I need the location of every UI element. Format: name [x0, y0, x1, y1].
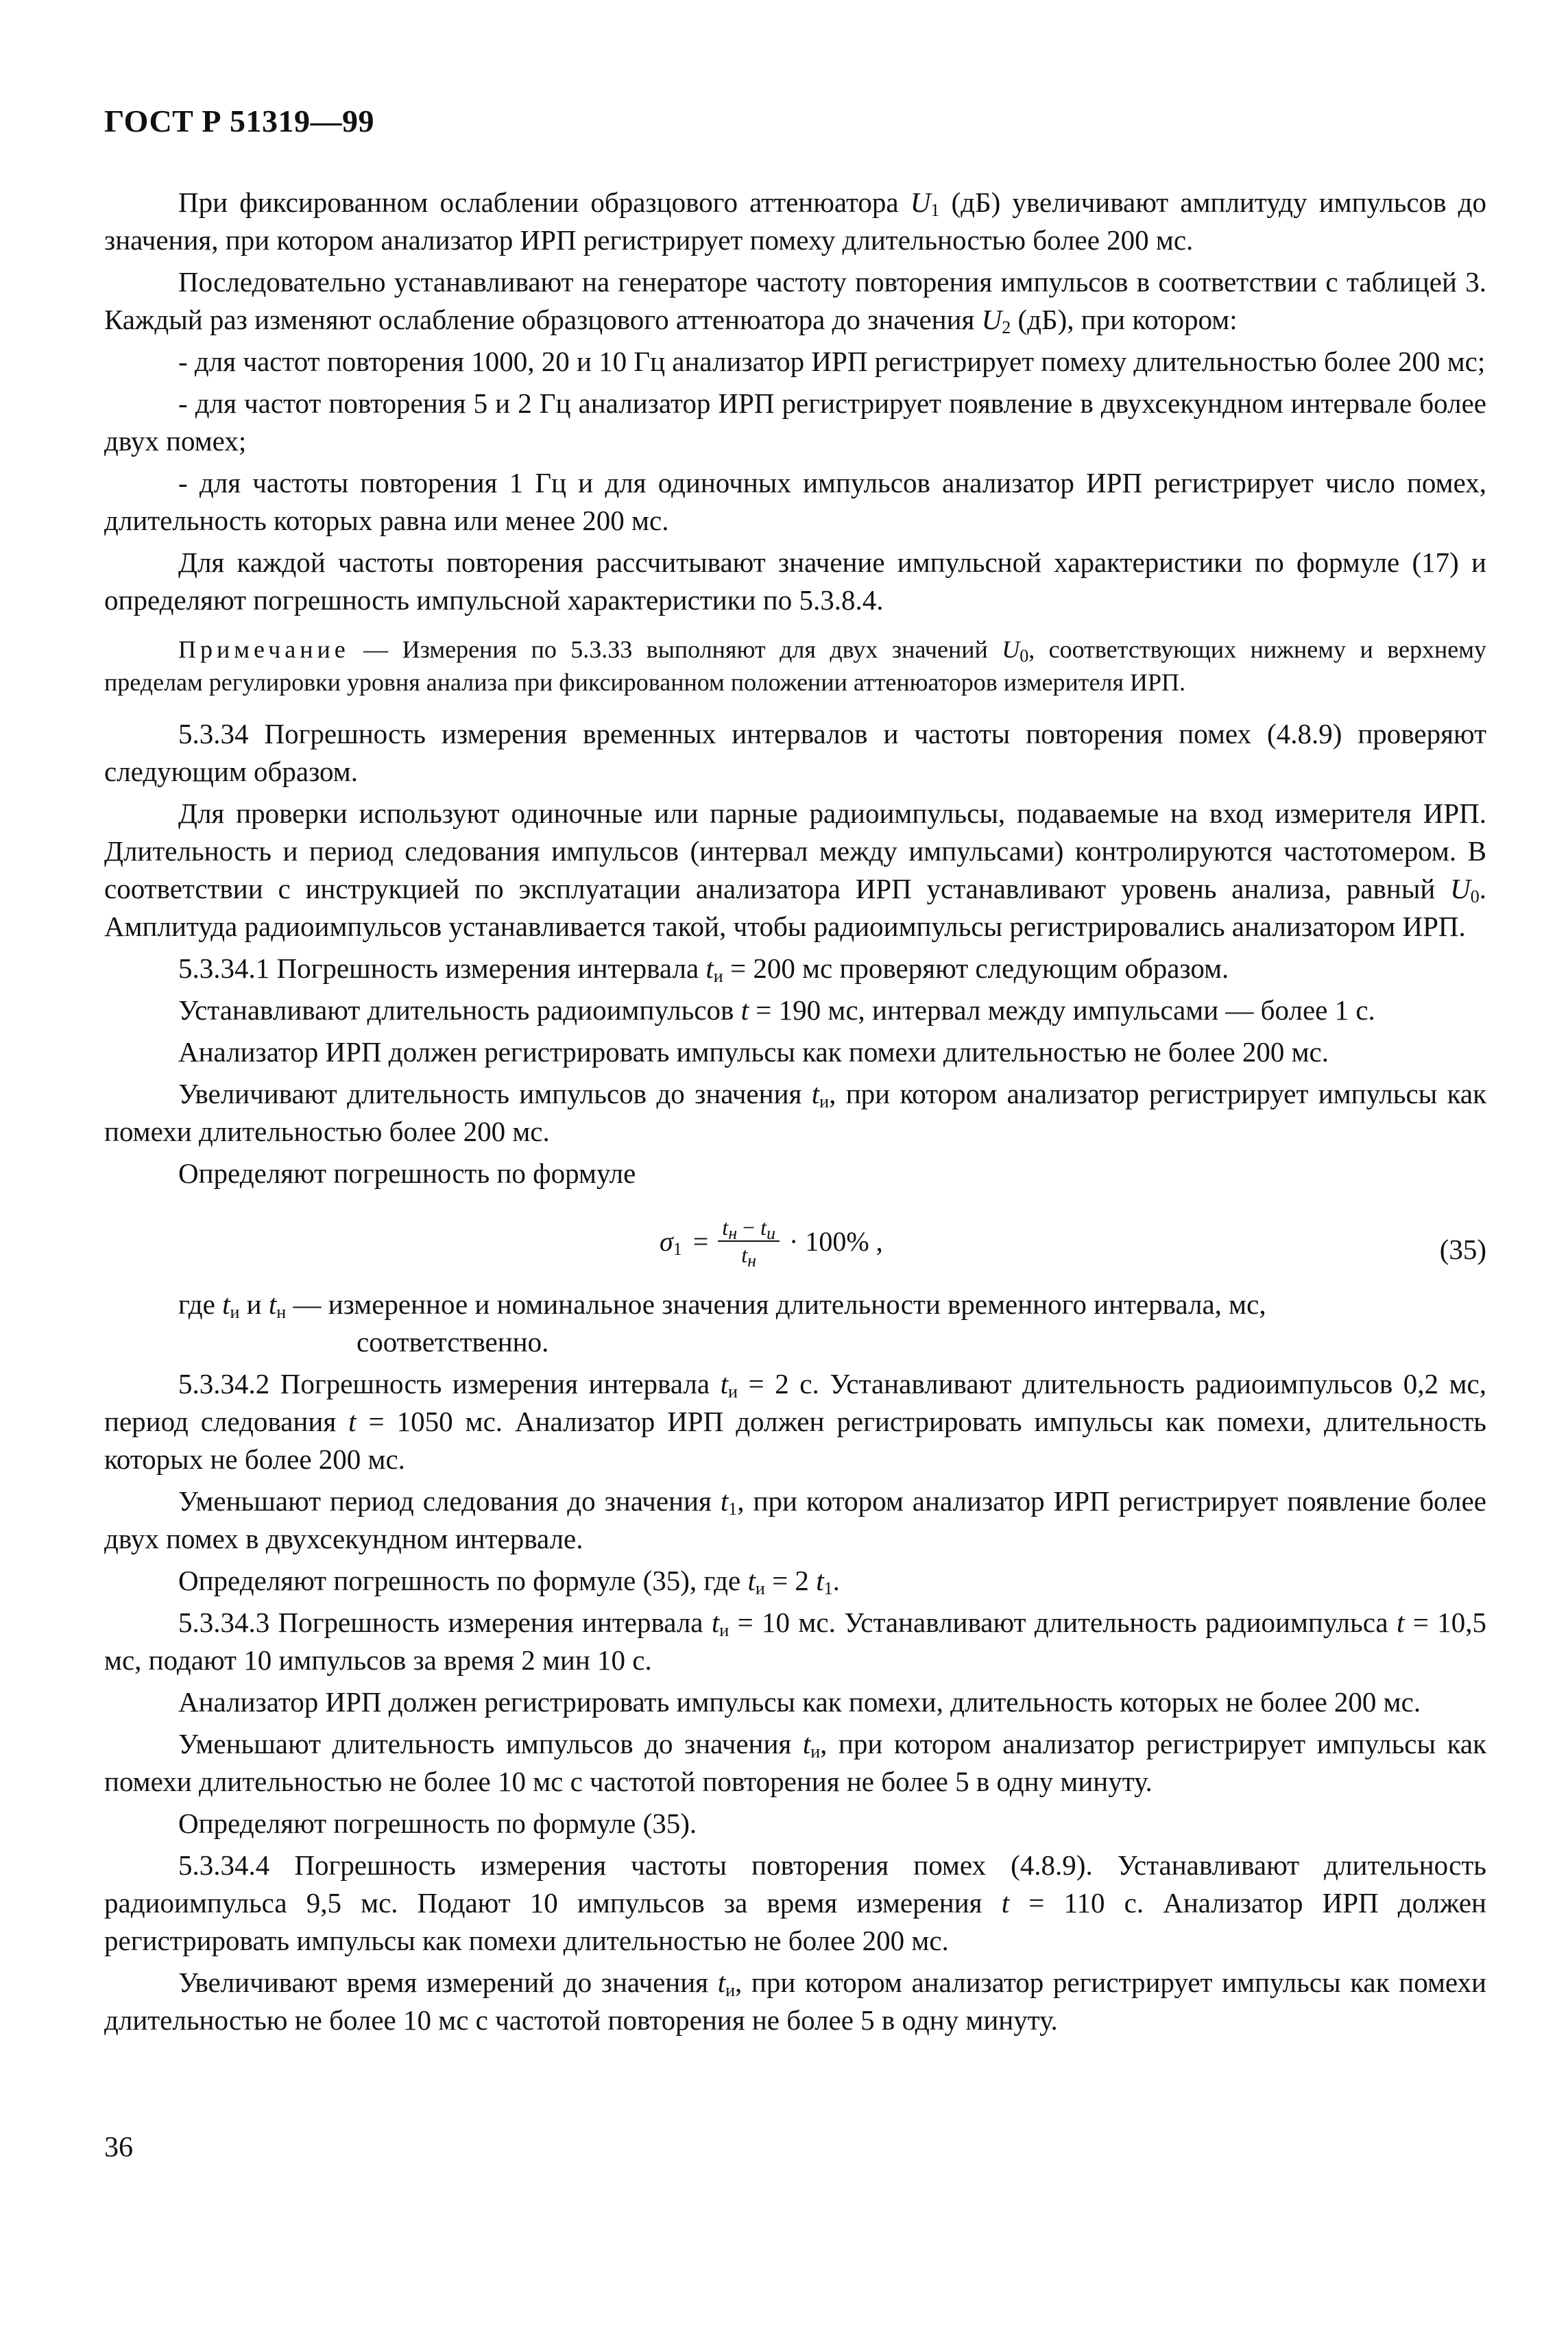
formula-fraction: $\frac{t_н - t_и}{t_н}$	[718, 1214, 780, 1268]
paragraph: Анализатор ИРП должен регистрировать импульсы как помехи, длительность которых не более 200 мс.	[178, 1686, 1421, 1718]
paragraph: Увеличивают время измерений до значения $t_и$, при котором анализатор регистрирует импульсы как помехи длительностью не более 10 мс с частотой повторения не более 5 в одну минуту.	[104, 1967, 1486, 2036]
document-header: ГОСТ Р 51319—99	[104, 104, 374, 139]
paragraph: Уменьшают период следования до значения $t_1$, при котором анализатор ИРП регистрирует появление более двух помех в двухсекундном интервале.	[104, 1485, 1486, 1554]
paragraph: Для каждой частоты повторения рассчитывают значение импульсной характеристики по формуле (17) и определяют погрешность импульсной характеристики по 5.3.8.4.	[104, 547, 1486, 616]
section-5-3-34: 5.3.34 Погрешность измерения временных интервалов и частоты повторения помех (4.8.9) проверяют следующим образом.	[104, 718, 1486, 787]
paragraph: Увеличивают длительность импульсов до значения $t_и$, при котором анализатор регистрирует импульсы как помехи длительностью более 200 мс.	[104, 1078, 1486, 1147]
paragraph: Определяют погрешность по формуле (35).	[178, 1807, 697, 1839]
section-5-3-34-4: 5.3.34.4 Погрешность измерения частоты повторения помех (4.8.9). Устанавливают длительность радиоимпульса 9,5 мс. Подают 10 импульсов за время измерения t = 110 с. Анализатор ИРП должен регистрировать импульсы как помехи длительностью не более 200 мс.	[104, 1849, 1486, 1956]
formula-legend: где $t_и$ и $t_н$ — измеренное и номинальное значения длительности временного интервала, мс, соответственно.	[178, 1288, 1266, 1358]
formula-35	[104, 1199, 1486, 1282]
document-body	[104, 184, 1486, 2039]
paragraph: Уменьшают длительность импульсов до значения $t_и$, при котором анализатор регистрирует импульсы как помехи длительностью не более 10 мс с частотой повторения не более 5 в одну минуту.	[104, 1728, 1486, 1797]
equation-number: (35)	[1439, 1234, 1486, 1265]
paragraph: Анализатор ИРП должен регистрировать импульсы как помехи длительностью не более 200 мс.	[178, 1036, 1329, 1068]
list-item: - для частот повторения 1000, 20 и 10 Гц анализатор ИРП регистрирует помеху длительностью более 200 мс;	[178, 346, 1486, 377]
paragraph: Для проверки используют одиночные или парные радиоимпульсы, подаваемые на вход измерителя ИРП. Длительность и период следования импульсов (интервал между импульсами) контролируются частотомером. В соответствии с инструкцией по эксплуатации анализатора ИРП устанавливают уровень анализа, равный $U_0$. Амплитуда радиоимпульсов устанавливается такой, чтобы радиоимпульсы регистрировались анализатором ИРП.	[104, 797, 1486, 942]
formula-expression: $\sigma_1$ = $\frac{t_н - t_и}{t_н}$ · 100% ,	[660, 1215, 883, 1271]
list-item: - для частот повторения 5 и 2 Гц анализатор ИРП регистрирует появление в двухсекундном интервале более двух помех;	[104, 387, 1486, 457]
section-5-3-34-2: 5.3.34.2 Погрешность измерения интервала $t_и = 2$ с. Устанавливают длительность радиоимпульсов 0,2 мс, период следования t = 1050 мс. Анализатор ИРП должен регистрировать импульсы как помехи, длительность которых не более 200 мс.	[104, 1368, 1486, 1475]
note: Примечание — Измерения по 5.3.33 выполняют для двух значений $U_0$, соответствующих нижнему и верхнему пределам регулировки уровня анализа при фиксированном положении аттенюаторов измерителя ИРП.	[104, 636, 1486, 696]
paragraph: Определяют погрешность по формуле	[178, 1157, 636, 1189]
paragraph: При фиксированном ослаблении образцового аттенюатора $U_1$ (дБ) увеличивают амплитуду импульсов до значения, при котором анализатор ИРП регистрирует помеху длительностью более 200 мс.	[104, 187, 1486, 256]
paragraph: Определяют погрешность по формуле (35), где $t_и = 2$ $t_1$.	[178, 1565, 840, 1598]
list-item: - для частоты повторения 1 Гц и для одиночных импульсов анализатор ИРП регистрирует число помех, длительность которых равна или менее 200 мс.	[104, 467, 1486, 536]
page-number: 36	[104, 2132, 133, 2163]
paragraph: Устанавливают длительность радиоимпульсов t = 190 мс, интервал между импульсами — более 1 с.	[178, 994, 1375, 1026]
section-5-3-34-1: 5.3.34.1 Погрешность измерения интервала $t_и = 200$ мс проверяют следующим образом.	[178, 952, 1229, 986]
section-5-3-34-3: 5.3.34.3 Погрешность измерения интервала $t_и = 10$ мс. Устанавливают длительность радиоимпульса t = 10,5 мс, подают 10 импульсов за время 2 мин 10 с.	[104, 1607, 1486, 1676]
paragraph: Последовательно устанавливают на генераторе частоту повторения импульсов в соответствии с таблицей 3. Каждый раз изменяют ослабление образцового аттенюатора до значения $U_2$ (дБ), при котором:	[104, 266, 1486, 337]
